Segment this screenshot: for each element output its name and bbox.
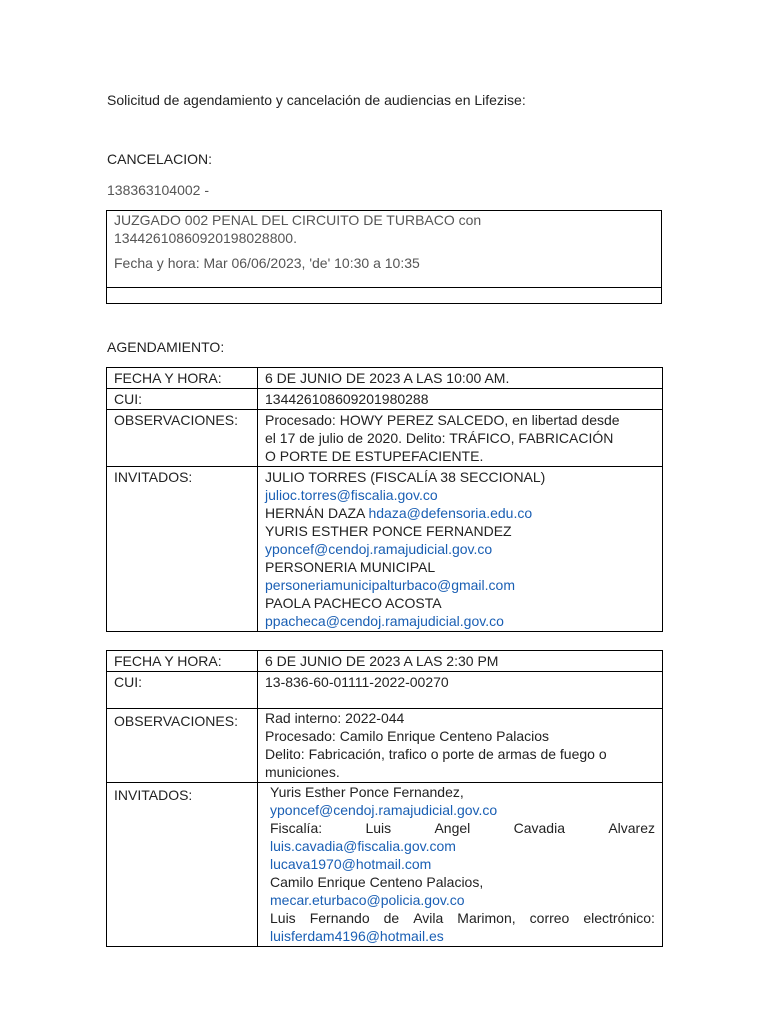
invitado-email-link[interactable]: lucava1970@hotmail.com	[270, 856, 432, 872]
row-value-observaciones	[258, 709, 663, 783]
agendamiento-table-1	[106, 367, 663, 632]
word: Fiscalía:	[270, 820, 323, 836]
invitado-name: JULIO TORRES (FISCALÍA 38 SECCIONAL)	[265, 469, 546, 485]
obs-line: O PORTE DE ESTUPEFACIENTE.	[265, 448, 484, 464]
invitado-name: PERSONERIA MUNICIPAL	[265, 559, 436, 575]
table-row	[107, 368, 663, 389]
obs-line: municiones.	[265, 764, 340, 780]
row-value-observaciones	[258, 410, 663, 467]
row-value-cui: 134426108609201980288	[258, 389, 663, 410]
cancelacion-court-line1: JUZGADO 002 PENAL DEL CIRCUITO DE TURBACO con	[114, 212, 482, 228]
word: Luis	[270, 910, 296, 926]
obs-line: Procesado: HOWY PEREZ SALCEDO, en libertad desde	[265, 412, 620, 428]
word: correo	[529, 910, 570, 926]
table-row	[107, 410, 663, 467]
invitado-email-link[interactable]: julioc.torres@fiscalia.gov.co	[265, 487, 438, 503]
row-label-fecha: FECHA Y HORA:	[107, 651, 258, 672]
obs-line: Delito: Fabricación, trafico o porte de armas de fuego o	[265, 746, 607, 762]
word: de	[383, 910, 400, 926]
invitado-name: Camilo Enrique Centeno Palacios,	[270, 874, 484, 890]
word: Fernando	[309, 910, 370, 926]
obs-line: Rad interno: 2022-044	[265, 710, 405, 726]
row-value-fecha: 6 DE JUNIO DE 2023 A LAS 2:30 PM	[258, 651, 663, 672]
obs-line: Procesado: Camilo Enrique Centeno Palacios	[265, 728, 550, 744]
row-value-invitados	[258, 467, 663, 632]
word: Cavadia	[513, 820, 565, 836]
table-row	[107, 211, 662, 288]
row-label-cui: CUI:	[107, 389, 258, 410]
invitado-name: YURIS ESTHER PONCE FERNANDEZ	[265, 523, 512, 539]
cancelacion-code: 138363104002 -	[107, 182, 209, 198]
table-row	[107, 389, 663, 410]
agendamiento-heading: AGENDAMIENTO:	[107, 339, 225, 355]
word: Luis	[365, 820, 392, 836]
invitado-name: HERNÁN DAZA	[265, 505, 365, 521]
word: Alvarez	[608, 820, 655, 836]
invitado-avila-line	[270, 909, 655, 927]
word: Avila	[413, 910, 444, 926]
empty-cell	[107, 288, 662, 304]
row-label-observaciones: OBSERVACIONES:	[107, 709, 258, 783]
row-value-invitados	[258, 783, 663, 947]
word: Marimon,	[457, 910, 516, 926]
invitado-email-link[interactable]: luis.cavadia@fiscalia.gov.com	[270, 838, 456, 854]
invitado-fiscalia-line	[270, 819, 655, 837]
table-row	[107, 467, 663, 632]
row-value-fecha: 6 DE JUNIO DE 2023 A LAS 10:00 AM.	[258, 368, 663, 389]
invitado-email-link[interactable]: yponcef@cendoj.ramajudicial.gov.co	[265, 541, 493, 557]
invitado-email-link[interactable]: ppacheca@cendoj.ramajudicial.gov.co	[265, 613, 504, 629]
row-value-cui: 13-836-60-01111-2022-00270	[258, 672, 663, 709]
invitado-email-link[interactable]: personeriamunicipalturbaco@gmail.com	[265, 577, 515, 593]
invitado-email-link[interactable]: yponcef@cendoj.ramajudicial.gov.co	[270, 802, 498, 818]
table-row	[107, 709, 663, 783]
table-row	[107, 672, 663, 709]
obs-line: el 17 de julio de 2020. Delito: TRÁFICO, FABRICACIÓN	[265, 430, 614, 446]
table-row	[107, 651, 663, 672]
invitado-name: PAOLA PACHECO ACOSTA	[265, 595, 442, 611]
row-label-cui: CUI:	[107, 672, 258, 709]
word: electrónico:	[583, 910, 655, 926]
table-row	[107, 288, 662, 304]
row-label-fecha: FECHA Y HORA:	[107, 368, 258, 389]
invitado-email-link[interactable]: hdaza@defensoria.edu.co	[368, 505, 533, 521]
row-label-observaciones: OBSERVACIONES:	[107, 410, 258, 467]
cancelacion-heading: CANCELACION:	[107, 151, 213, 167]
agendamiento-table-2	[106, 650, 663, 947]
cancelacion-court-cell	[107, 211, 662, 288]
row-label-invitados: INVITADOS:	[107, 783, 258, 947]
page-title: Solicitud de agendamiento y cancelación de audiencias en Lifezise:	[107, 92, 526, 108]
row-label-invitados: INVITADOS:	[107, 467, 258, 632]
table-row	[107, 783, 663, 947]
invitado-name: Yuris Esther Ponce Fernandez,	[270, 784, 464, 800]
cancelacion-table	[106, 210, 662, 304]
word: Angel	[434, 820, 471, 836]
cancelacion-datetime: Fecha y hora: Mar 06/06/2023, 'de' 10:30 a 10:35	[114, 255, 420, 271]
cancelacion-court-line2: 13442610860920198028800.	[114, 230, 297, 246]
invitado-email-link[interactable]: mecar.eturbaco@policia.gov.co	[270, 892, 465, 908]
invitado-email-link[interactable]: luisferdam4196@hotmail.es	[270, 928, 444, 944]
